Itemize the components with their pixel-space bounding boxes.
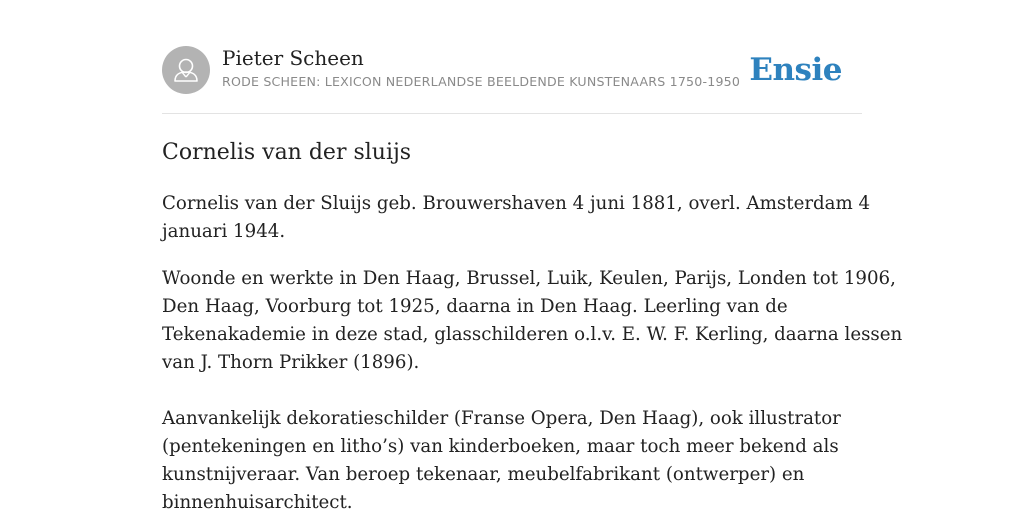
paragraph-line: (pentekeningen en litho’s) van kinderboeken, maar toch meer bekend als — [162, 436, 839, 457]
paragraph-line: januari 1944. — [162, 221, 286, 242]
paragraph-1 — [162, 190, 871, 246]
paragraph-line: van J. Thorn Prikker (1896). — [162, 352, 420, 373]
paragraph-line: Aanvankelijk dekoratieschilder (Franse Opera, Den Haag), ook illustrator — [162, 408, 841, 429]
source-title[interactable]: RODE SCHEEN: LEXICON NEDERLANDSE BEELDENDE KUNSTENAARS 1750-1950 — [222, 74, 741, 89]
paragraph-line: binnenhuisarchitect. — [162, 492, 353, 512]
paragraph-line: Woonde en werkte in Den Haag, Brussel, Luik, Keulen, Parijs, Londen tot 1906, — [162, 268, 896, 289]
paragraph-2 — [162, 265, 903, 377]
paragraph-line: Tekenakademie in deze stad, glasschilderen o.l.v. E. W. F. Kerling, daarna lessen — [162, 324, 903, 345]
paragraph-line: Cornelis van der Sluijs geb. Brouwershaven 4 juni 1881, overl. Amsterdam 4 — [162, 193, 871, 214]
header-divider — [162, 113, 862, 114]
paragraph-line: kunstnijveraar. Van beroep tekenaar, meubelfabrikant (ontwerper) en — [162, 464, 805, 485]
article-body — [162, 190, 903, 512]
paragraph-line: Den Haag, Voorburg tot 1925, daarna in Den Haag. Leerling van de — [162, 296, 788, 317]
paragraph-3 — [162, 405, 862, 512]
article-title: Cornelis van der sluijs — [162, 140, 412, 165]
person-icon — [162, 46, 210, 94]
author-name[interactable]: Pieter Scheen — [222, 46, 364, 70]
ensie-logo[interactable]: Ensie — [749, 52, 842, 88]
user-avatar-icon[interactable] — [162, 46, 210, 94]
article-header — [162, 46, 862, 96]
